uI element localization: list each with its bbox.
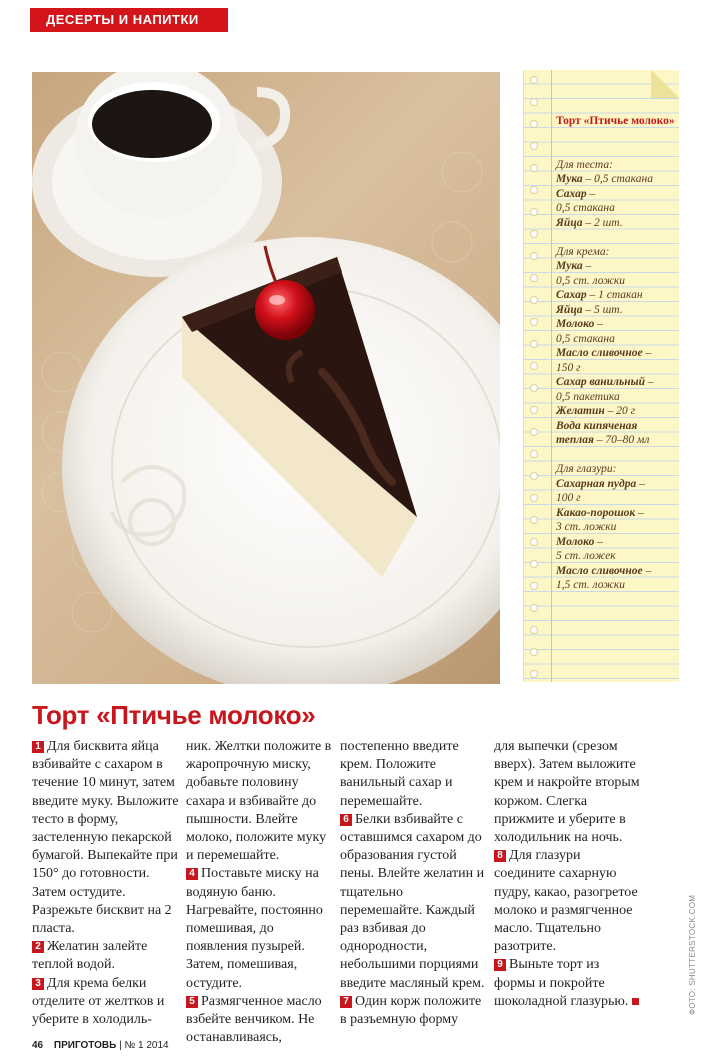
step-text: Желатин залейте теплой водой. (32, 939, 148, 973)
ingredient-line (556, 419, 676, 434)
note-title: Торт «Птичье молоко» (556, 115, 675, 127)
issue-info: | № 1 2014 (119, 1040, 169, 1051)
ingredient-line (556, 303, 676, 318)
ingredient-amount: – 0,5 стакана (582, 173, 653, 185)
column-3 (340, 738, 488, 1028)
ingredient-line (556, 361, 676, 376)
step-text: Для глазури соедините сахарную пудру, какао, разогретое молоко и размягченное масло. Тщательно разотрите. (494, 848, 638, 955)
ingredient-amount: – 2 шт. (582, 216, 623, 229)
column-1 (32, 738, 180, 1028)
ingredient-name: Желатин (556, 405, 605, 417)
ingredient-line (556, 274, 676, 289)
ingredient-name: Сахар (556, 289, 587, 301)
ingredient-group-title: Для крема: (556, 245, 610, 258)
recipe-title: Торт «Птичье молоко» (32, 700, 316, 730)
step-number: 9 (494, 959, 506, 971)
ingredient-amount: 150 г (556, 361, 581, 374)
ingredient-name: Яйца (556, 303, 583, 316)
ingredient-line (556, 201, 676, 216)
ingredient-line (556, 259, 676, 274)
ingredient-line (556, 564, 676, 579)
step-text: постепенно введите крем. Положите ванильный сахар и перемешайте. (340, 739, 459, 809)
ingredient-line (556, 288, 676, 303)
ingredient-amount: – 1 стакан (586, 289, 643, 301)
note-margin-line (551, 70, 552, 682)
ingredient-line (556, 520, 676, 535)
ingredient-line (556, 375, 676, 390)
magazine-name: ПРИГОТОВЬ (53, 1040, 117, 1051)
ingredient-line (556, 317, 676, 332)
ingredient-line (556, 506, 676, 521)
ingredient-amount: 0,5 пакетика (556, 390, 620, 403)
step-number: 3 (32, 978, 44, 990)
section-tag: ДЕСЕРТЫ И НАПИТКИ (30, 8, 228, 32)
ingredient-line (556, 477, 676, 492)
step-text: Для крема белки отделите от желтков и уберите в холодиль- (32, 975, 165, 1028)
ingredient-name: Яйца (556, 216, 583, 229)
ingredient-name: Какао-порошок (556, 506, 636, 519)
end-square-icon (632, 998, 639, 1005)
ingredient-group (556, 245, 676, 448)
note-corner-fold (651, 70, 679, 98)
ingredient-group (556, 158, 676, 231)
ingredient-amount: – (635, 506, 644, 519)
ingredient-line (556, 491, 676, 506)
ingredient-amount: 0,5 стакана (556, 332, 615, 345)
cake-illustration (32, 72, 500, 684)
ingredient-name: Молоко (556, 535, 595, 548)
ingredient-name: Сахар (556, 187, 587, 200)
ingredient-group-title: Для теста: (556, 158, 613, 171)
step-number: 2 (32, 941, 44, 953)
step-text: Поставьте миску на водяную баню. Нагревайте, постоянно помешивая, до появления пузырей. Затем, помешивая, остудите. (186, 866, 323, 991)
ingredient-line (556, 187, 676, 202)
ingredient-amount: – 70–80 мл (593, 434, 650, 446)
step-number: 5 (186, 996, 198, 1008)
ingredient-name: Сахарная пудра (556, 477, 637, 490)
ingredient-amount: 1,5 ст. ложки (556, 579, 625, 591)
ingredient-line (556, 216, 676, 231)
ingredient-amount: – (582, 260, 592, 272)
ingredient-amount: – (642, 564, 652, 577)
page-footer (32, 1040, 169, 1051)
ingredient-amount: – (594, 535, 603, 548)
ingredient-name: теплая (556, 434, 594, 446)
ingredient-line (556, 332, 676, 347)
step-text: Для бисквита яйца взбивайте с сахаром в течение 10 минут, затем введите муку. Выложите тесто в форму, застеленную пекарской бумагой. Выпекайте при 150° до готовности. Затем остудите. Разрежьте бисквит на 2 пласта. (32, 739, 179, 937)
ingredient-amount: 0,5 стакана (556, 202, 615, 214)
ingredient-line (556, 390, 676, 405)
step-number: 4 (186, 868, 198, 880)
photo-credit: ФОТО: SHUTTERSTOCK.COM (688, 894, 697, 1015)
page-number: 46 (32, 1040, 44, 1051)
ingredient-amount: – (644, 376, 654, 388)
ingredient-group (556, 462, 676, 593)
ingredient-name: Сахар ванильный (556, 376, 645, 388)
ingredient-name: Масло сливочное (556, 564, 643, 577)
ingredients-list (556, 114, 676, 607)
step-number: 6 (340, 814, 352, 826)
ingredient-name: Мука (556, 260, 583, 272)
ingredient-amount: – 20 г (604, 405, 636, 417)
ingredient-line (556, 346, 676, 361)
ingredient-amount: – (586, 187, 596, 200)
ingredient-line (556, 578, 676, 593)
column-2 (186, 738, 334, 1046)
cake-photo (32, 72, 500, 684)
step-text: ник. Желтки положите в жаропрочную миску, добавьте половину сахара и взбивайте до пышности. Влейте молоко, положите муку и перемешайте. (186, 739, 332, 864)
ingredient-amount: – (642, 347, 652, 359)
step-text: Белки взбивайте с оставшимся сахаром до образования густой пены. Влейте желатин и тщательно перемешайте. Каждый раз взбивая до однородности, небольшими порциями введите масляный крем. (340, 811, 485, 991)
step-text: для выпечки (срезом вверх). Затем выложите крем и накройте вторым коржом. Слегка прижмите и уберите в холодильник на ночь. (494, 739, 640, 846)
column-4 (494, 738, 642, 1020)
step-number: 8 (494, 850, 506, 862)
step-number: 1 (32, 741, 44, 753)
ingredient-amount: 3 ст. ложки (556, 521, 617, 533)
ingredient-amount: 5 ст. ложек (556, 550, 616, 562)
ingredient-name: Масло сливочное (556, 347, 643, 359)
ingredient-name: Вода кипяченая (556, 419, 638, 432)
ingredient-amount: – (594, 318, 603, 330)
ingredient-group-title: Для глазури: (556, 463, 617, 475)
ingredients-note (523, 70, 679, 682)
ingredient-line (556, 535, 676, 550)
ingredient-name: Молоко (556, 318, 595, 330)
step-text: Один корж положите в разъемную форму (340, 993, 482, 1028)
ingredient-amount: 0,5 ст. ложки (556, 274, 625, 287)
step-number: 7 (340, 996, 352, 1008)
step-text: Выньте торт из формы и покройте шоколадной глазурью. (494, 957, 629, 1009)
ingredient-name: Мука (556, 173, 583, 185)
ingredient-amount: – (636, 477, 645, 490)
ingredient-amount: 100 г (556, 492, 581, 504)
step-text: Размягченное масло взбейте венчиком. Не останавливаясь, (186, 993, 322, 1046)
ingredient-line (556, 549, 676, 564)
ingredient-amount: – 5 шт. (582, 303, 623, 316)
ingredient-line (556, 404, 676, 419)
ingredient-line (556, 433, 676, 448)
ingredient-line (556, 172, 676, 187)
